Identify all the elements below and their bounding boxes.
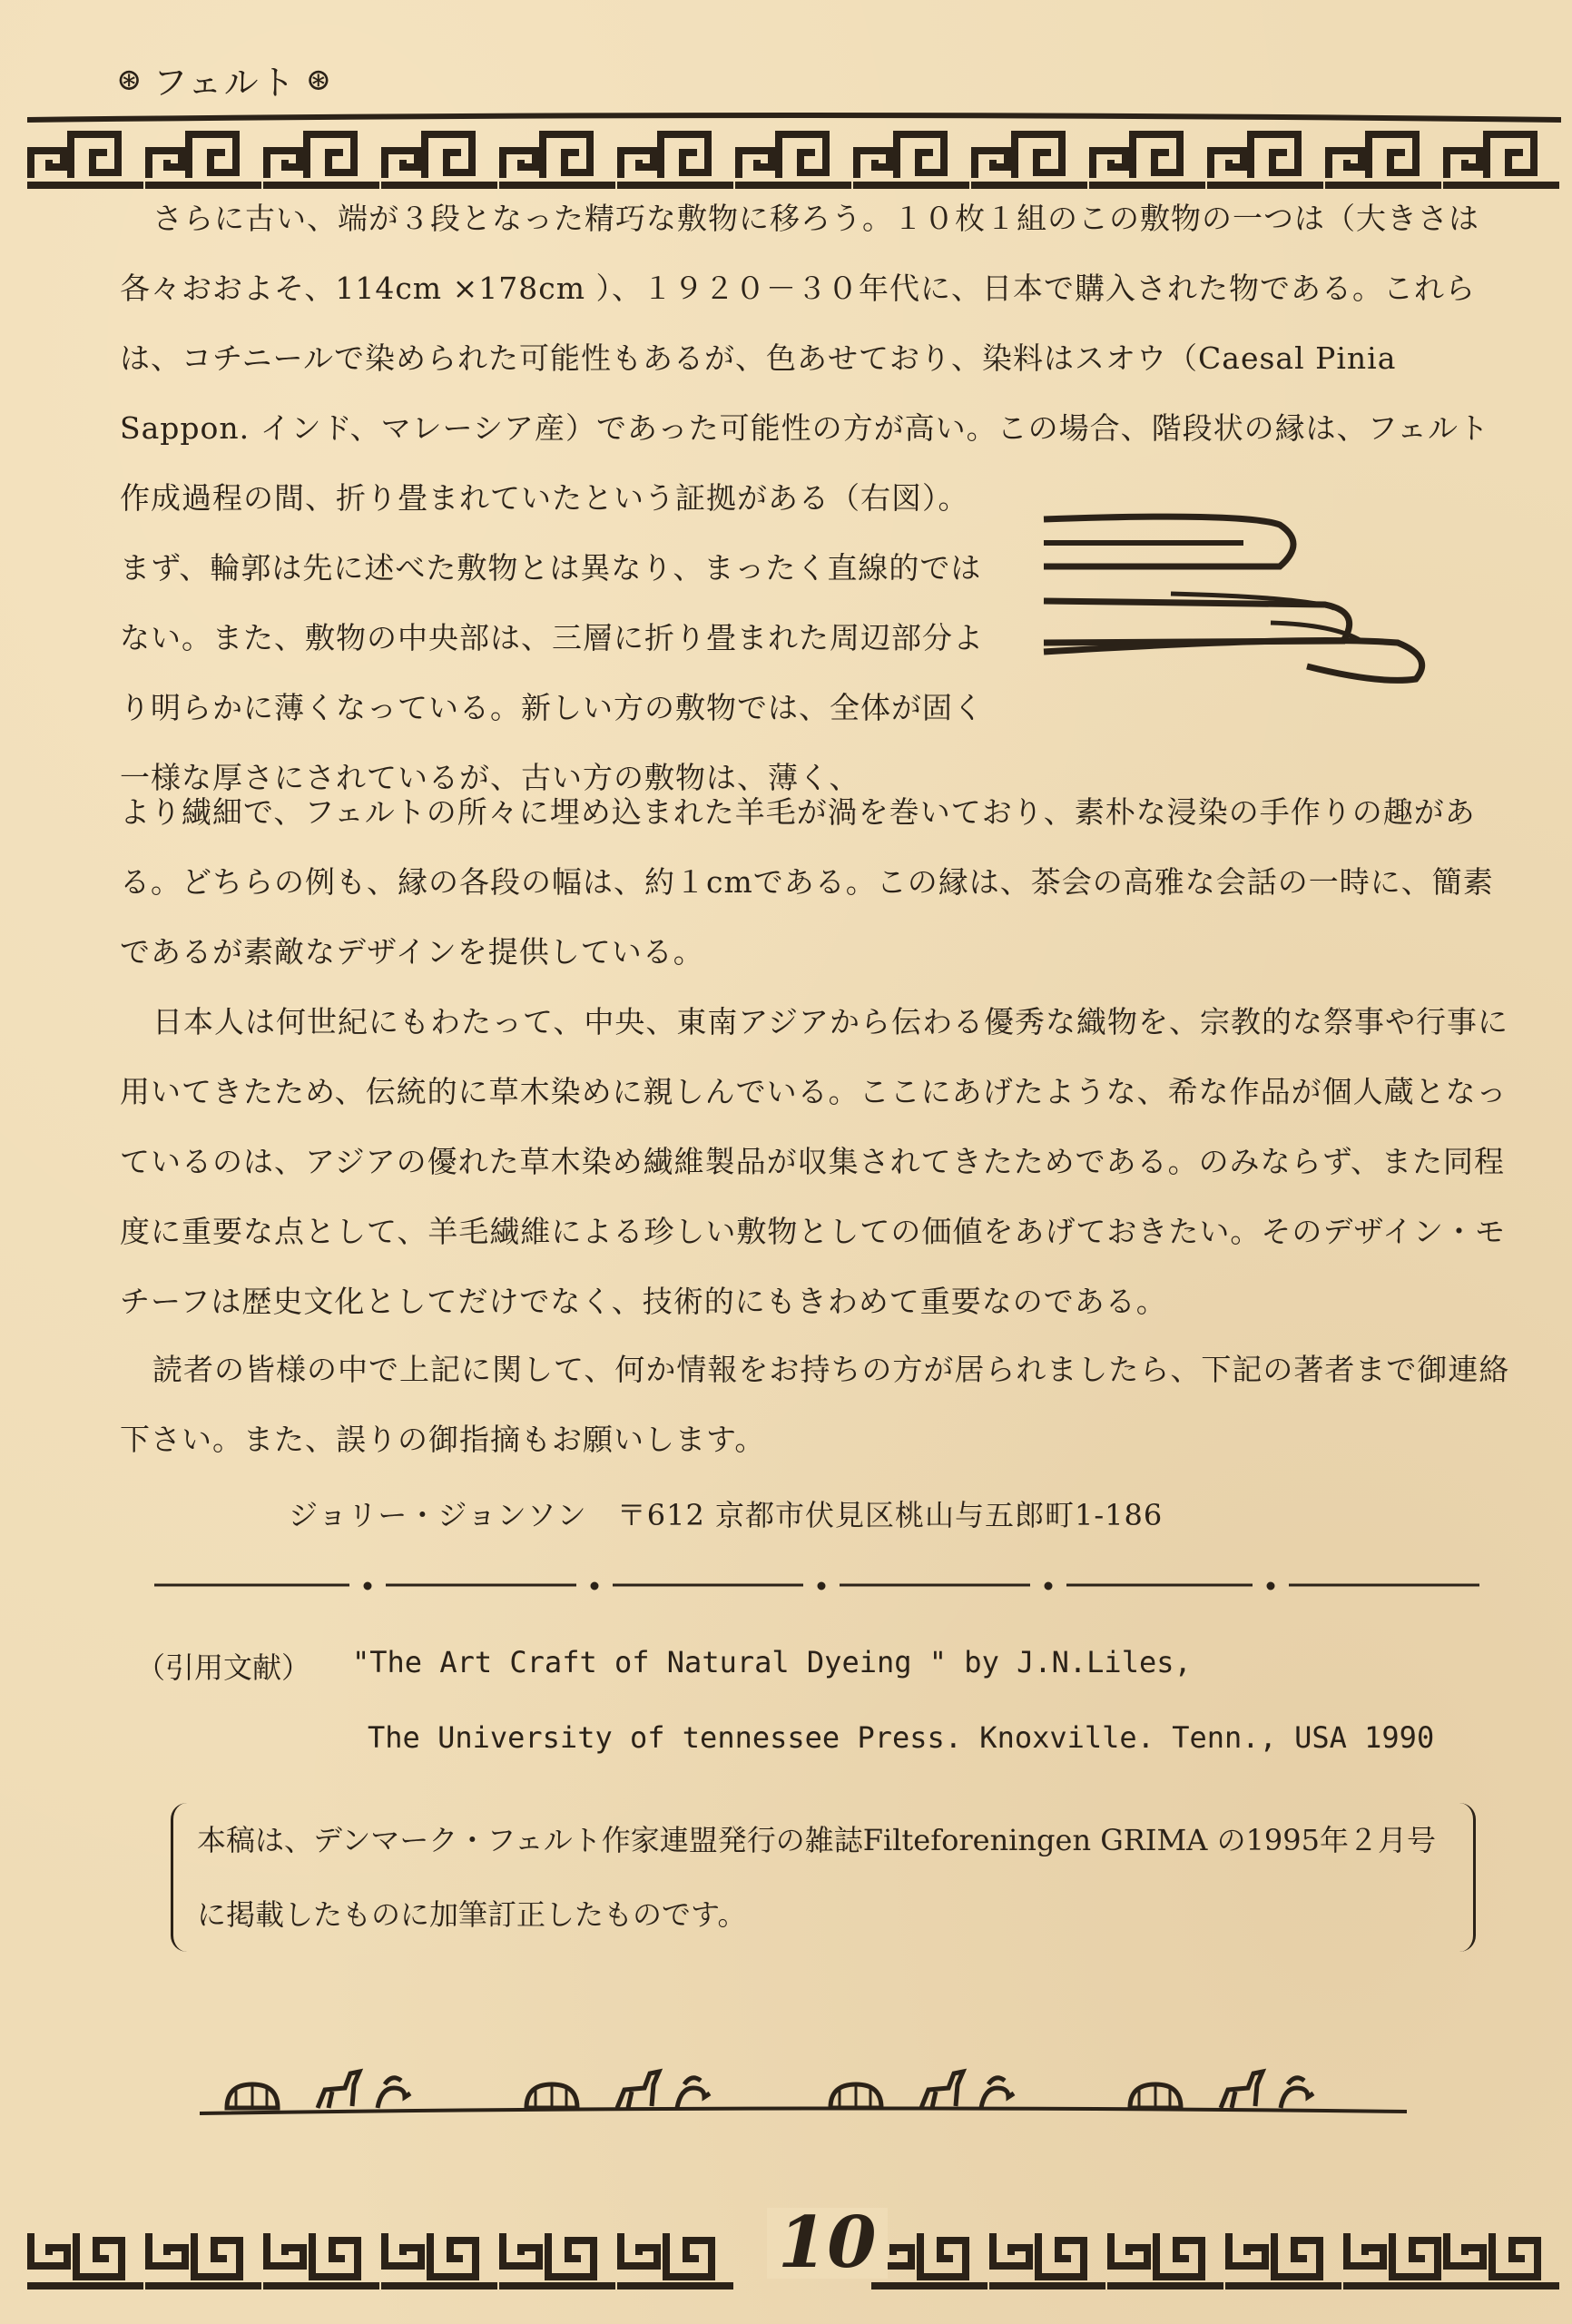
section-label: フェルト [152, 63, 297, 103]
dotted-divider [154, 1576, 1479, 1594]
citation-title: "The Art Craft of Natural Dyeing " by J.N.Liles, [352, 1645, 1192, 1679]
page-number: 10 [767, 2208, 888, 2279]
author-address: ジョリー・ジョンソン 〒612 京都市伏見区桃山与五郎町1-186 [289, 1498, 1164, 1532]
citation-label: （引用文献） [136, 1650, 311, 1685]
paragraph-2: 日本人は何世紀にもわたって、中央、東南アジアから伝わる優秀な織物を、宗教的な祭事や行事に用いてきたため、伝統的に草木染めに親しんでいる。ここにあげたような、希な作品が個人蔵となっているのは、アジアの優れた草木染め繊維製品が収集されてきたためである。のみならず、また同程度に重要な点として、羊毛繊維による珍しい敷物としての価値をあげておきたい。そのデザイン・モチーフは歴史文化としてだけでなく、技術的にもきわめて重要なのである。 [120, 1004, 1509, 1319]
folded-edge-figure [1035, 507, 1434, 688]
paragraph-1-intro: さらに古い、端が３段となった精巧な敷物に移ろう。１０枚１組のこの敷物の一つは（大きさは各々おおよそ、114cm ×178cm ）、１９２０－３０年代に、日本で購入された物である。これらは、コチニールで染められた可能性もあるが、色あせており、染料はスオウ（Caesal Pinia Sappon. インド、マレーシア産）であった可能性の方が高い。この場合、階段状の縁は、フェルト作成過程の間、折り畳まれていたという証拠がある（右図）。 [120, 201, 1490, 516]
wheel-icon: ⊛ [305, 61, 334, 98]
yurt-and-horse-illustration [200, 2052, 1407, 2124]
paragraph-1-left-of-figure: まず、輪郭は先に述べた敷物とは異なり、まったく直線的ではない。また、敷物の中央部は、三層に折り畳まれた周辺部分より明らかに薄くなっている。新しい方の敷物では、全体が固く一様な厚さにされているが、古い方の敷物は、薄く、 [120, 550, 984, 795]
wheel-icon: ⊛ [116, 61, 144, 98]
section-header [116, 54, 333, 104]
citation-publisher: The University of tennessee Press. Knoxville. Tenn., USA 1990 [368, 1720, 1435, 1755]
bracketed-note: 本稿は、デンマーク・フェルト作家連盟発行の雑誌Filteforeningen GRIMA の1995年２月号に掲載したものに加筆訂正したものです。 [171, 1803, 1476, 1952]
paragraph-3: 読者の皆様の中で上記に関して、何か情報をお持ちの方が居られましたら、下記の著者まで御連絡下さい。また、誤りの御指摘もお願いします。 [120, 1352, 1510, 1457]
paragraph-1-continuation: より繊細で、フェルトの所々に埋め込まれた羊毛が渦を巻いており、素朴な浸染の手作りの趣がある。どちらの例も、縁の各段の幅は、約１cmである。この縁は、茶会の高雅な会話の一時に、簡素であるが素敵なデザインを提供している。 [120, 794, 1494, 970]
top-meander-border [27, 107, 1561, 194]
